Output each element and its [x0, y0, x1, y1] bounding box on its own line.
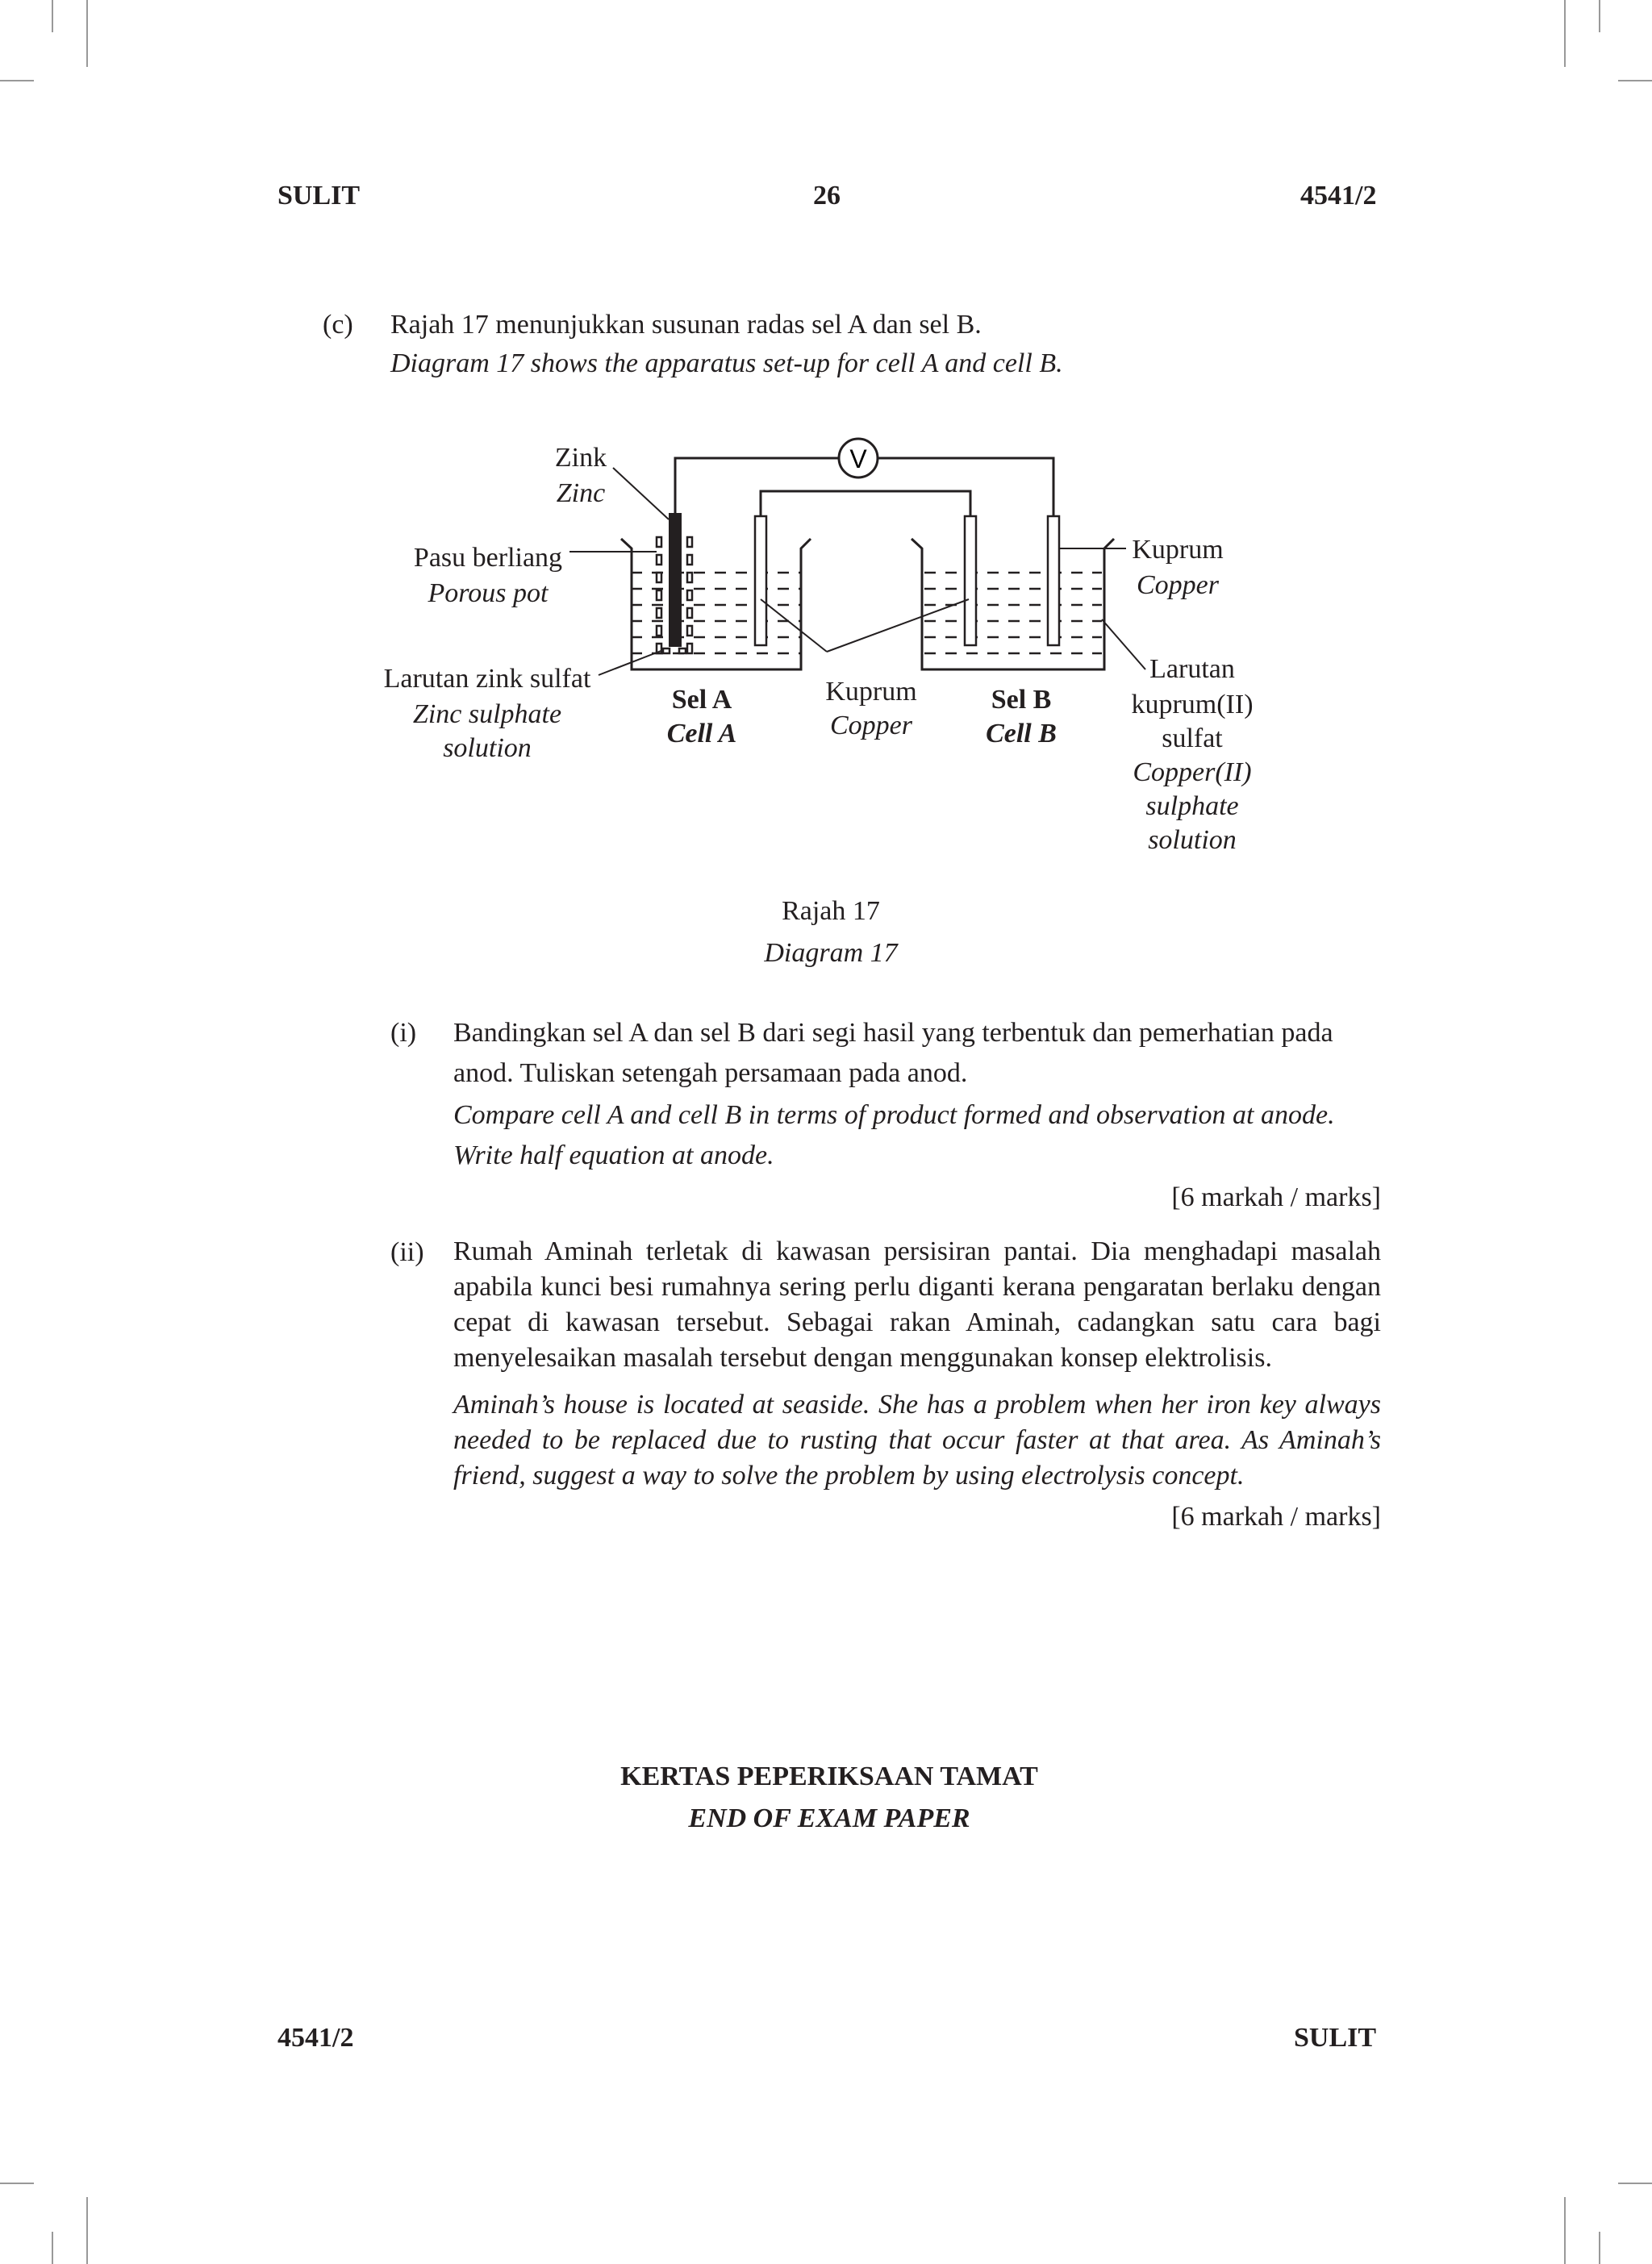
copper-sulphate-label-ms-1: Larutan: [1149, 654, 1235, 684]
copper-sulphate-label-ms-3: sulfat: [1162, 723, 1223, 753]
copper-electrode-cell-b-right: [1048, 516, 1059, 645]
crop-mark: [52, 2232, 53, 2264]
zinc-label-en: Zinc: [556, 478, 606, 508]
copper-electrode-cell-b-left: [965, 516, 976, 645]
cell-a-label-ms: Sel A: [671, 685, 732, 715]
solution-a: [628, 565, 800, 665]
crop-mark: [1618, 2183, 1652, 2184]
question-c-intro-en: Diagram 17 shows the apparatus set-up for cell A and cell B.: [390, 348, 1063, 378]
question-c-label: (c): [323, 310, 353, 340]
copper-sulphate-label-en-3: solution: [1148, 825, 1237, 855]
zinc-sulphate-label-ms: Larutan zink sulfat: [383, 664, 591, 694]
cell-b-label-en: Cell B: [986, 719, 1057, 748]
crop-mark: [1599, 2232, 1600, 2264]
zinc-sulphate-label-en-2: solution: [443, 733, 532, 763]
footer-left: 4541/2: [277, 2023, 354, 2053]
part-i-text-en-2: Write half equation at anode.: [453, 1140, 774, 1170]
diagram-caption-en: Diagram 17: [764, 938, 898, 968]
solution-b: [924, 565, 1102, 665]
zinc-electrode: [669, 513, 682, 647]
part-i-label: (i): [390, 1018, 417, 1048]
page-number: 26: [813, 181, 841, 211]
electrochemical-cells-diagram: [0, 0, 1652, 1049]
copper-sulphate-label-ms-2: kuprum(II): [1131, 690, 1254, 719]
crop-mark: [0, 2183, 34, 2184]
part-ii-label: (ii): [390, 1237, 424, 1267]
copper-electrode-cell-a: [755, 516, 766, 645]
part-i-text-en-1: Compare cell A and cell B in terms of product formed and observation at anode.: [453, 1100, 1335, 1130]
header-left: SULIT: [277, 181, 361, 211]
cell-a-label-en: Cell A: [666, 719, 737, 748]
copper-label-ms: Kuprum: [825, 677, 917, 707]
crop-mark: [86, 2197, 88, 2264]
part-i-text-ms-1: Bandingkan sel A dan sel B dari segi hasil yang terbentuk dan pemerhatian pada: [453, 1018, 1333, 1048]
zinc-sulphate-label-en-1: Zinc sulphate: [412, 699, 562, 729]
cell-b-label-ms: Sel B: [991, 685, 1052, 715]
question-c-intro-ms: Rajah 17 menunjukkan susunan radas sel A dan sel B.: [390, 310, 982, 340]
porous-pot-label-en: Porous pot: [428, 578, 549, 608]
copper-right-label-ms: Kuprum: [1132, 535, 1224, 565]
footer-right: SULIT: [1294, 2023, 1377, 2053]
zinc-label-ms: Zink: [554, 443, 607, 473]
header-right: 4541/2: [1300, 181, 1377, 211]
copper-sulphate-label-en-2: sulphate: [1145, 791, 1239, 821]
part-i-marks: [6 markah / marks]: [1171, 1182, 1381, 1212]
end-of-paper-ms: KERTAS PEPERIKSAAN TAMAT: [620, 1762, 1038, 1791]
copper-sulphate-label-en-1: Copper(II): [1133, 757, 1252, 787]
part-ii-text-ms: Rumah Aminah terletak di kawasan persisiran pantai. Dia menghadapi masalah apabila kunci besi rumahnya sering perlu diganti kerana pengaratan berlaku dengan cepat di kawasan tersebut. Sebagai rakan Aminah, cadangkan satu cara bagi menyelesaikan masalah tersebut dengan menggunakan konsep elektrolisis.: [453, 1236, 1381, 1373]
part-ii-text-en: Aminah’s house is located at seaside. She has a problem when her iron key always needed to be replaced due to rusting that occur faster at that area. As Aminah’s friend, suggest a way to solve the problem by using electrolysis concept.: [453, 1390, 1381, 1491]
copper-right-label-en: Copper: [1137, 570, 1219, 600]
diagram-caption-ms: Rajah 17: [782, 896, 880, 926]
porous-pot-label-ms: Pasu berliang: [413, 543, 563, 573]
part-i-text-ms-2: anod. Tuliskan setengah persamaan pada anod.: [453, 1058, 968, 1088]
part-ii-marks: [6 markah / marks]: [1171, 1502, 1381, 1532]
voltmeter-symbol: V: [849, 444, 867, 473]
crop-mark: [1564, 2197, 1566, 2264]
end-of-paper-en: END OF EXAM PAPER: [688, 1803, 970, 1833]
copper-label-en: Copper: [830, 711, 912, 740]
